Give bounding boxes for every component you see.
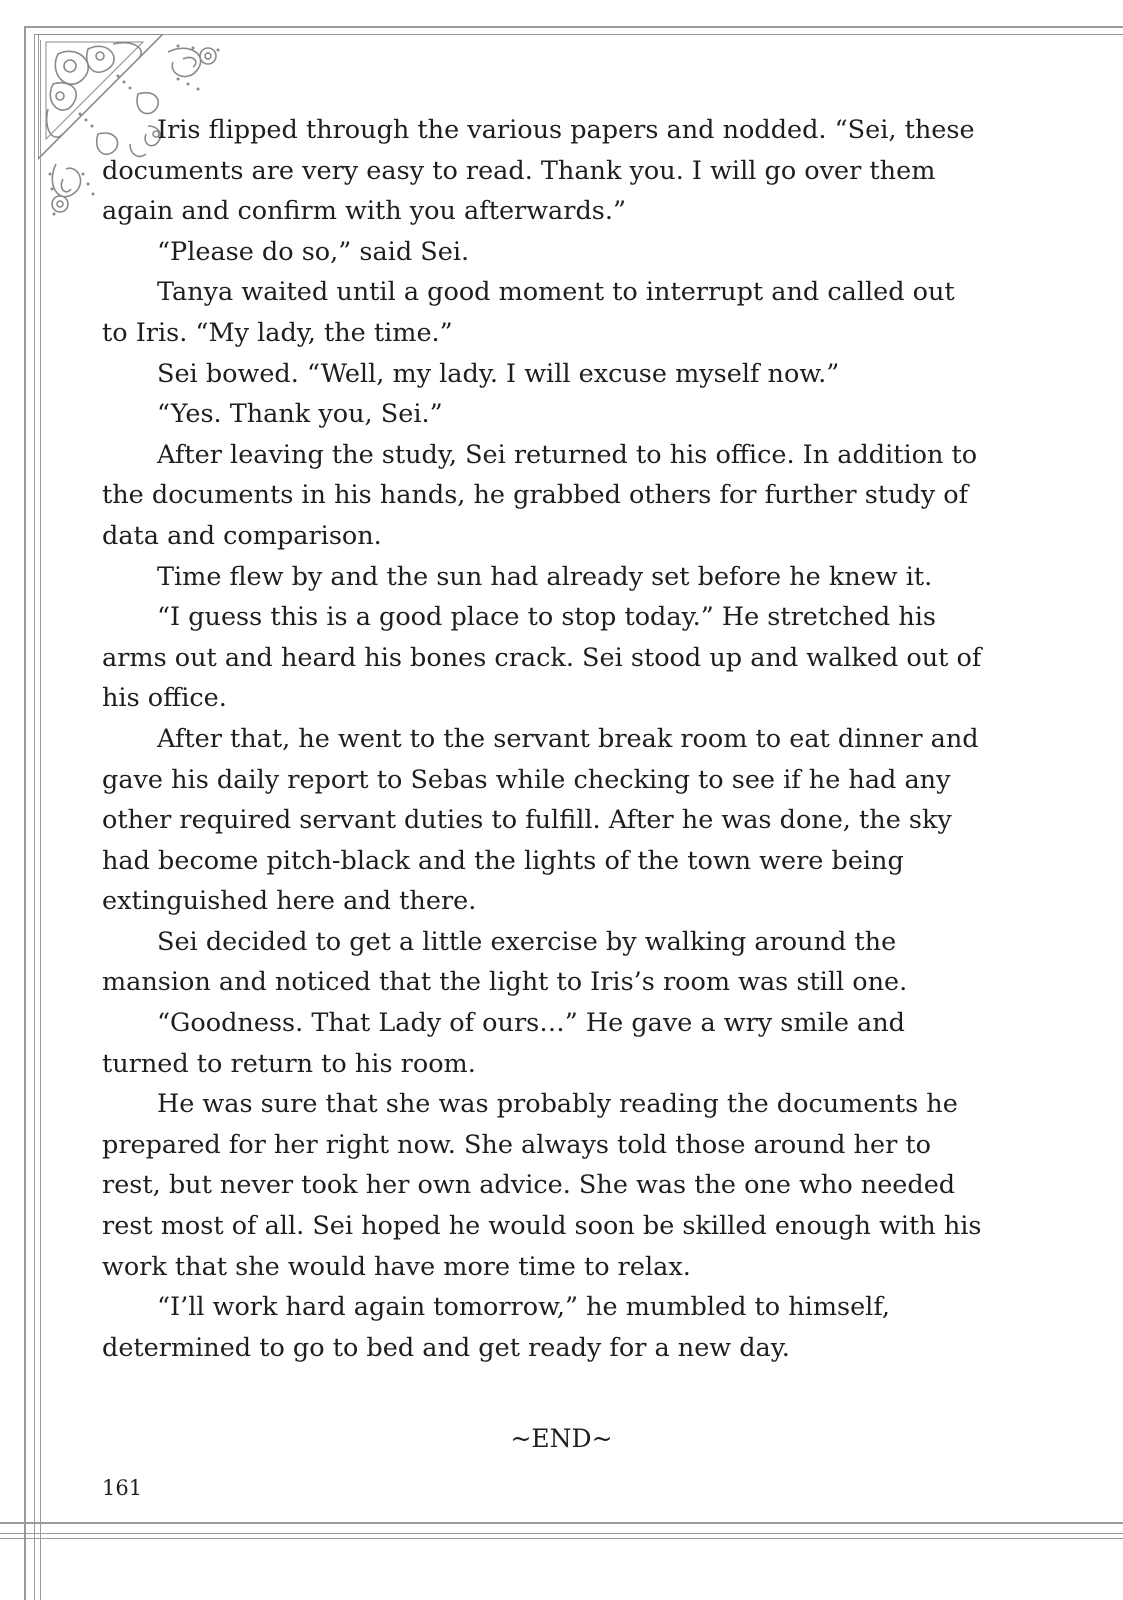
frame-left-inner-2 xyxy=(40,40,41,1600)
paragraph: Time flew by and the sun had already set before he knew it. xyxy=(157,561,933,592)
paragraph: “I guess this is a good place to stop today.” He stretched his arms out and heard his bones crack. Sei stood up and walked out of his office. xyxy=(102,602,982,714)
paragraph: He was sure that she was probably reading the documents he prepared for her right now. She always told those around her to rest, but never took her own advice. She was the one who needed rest most of all. Sei hoped he would soon be skilled enough with his work that she would have more time to relax. xyxy=(102,1089,982,1282)
paragraph: Sei decided to get a little exercise by walking around the mansion and noticed that the light to Iris’s room was still one. xyxy=(102,926,908,998)
paragraph: Sei bowed. “Well, my lady. I will excuse myself now.” xyxy=(157,358,840,389)
paragraph: “Please do so,” said Sei. xyxy=(157,236,470,267)
page-number: 161 xyxy=(102,1476,143,1500)
frame-bottom-inner xyxy=(0,1533,1123,1534)
paragraph: “Yes. Thank you, Sei.” xyxy=(157,399,443,430)
paragraph: “I’ll work hard again tomorrow,” he mumbled to himself, determined to go to bed and get ready for a new day. xyxy=(102,1292,890,1363)
chapter-text xyxy=(102,110,982,1368)
frame-bottom-inner-2 xyxy=(0,1538,1123,1539)
paragraph: Iris flipped through the various papers and nodded. “Sei, these documents are very easy to read. Thank you. I will go over them again and confirm with you afterwards.” xyxy=(102,115,975,227)
frame-bottom-outer xyxy=(0,1522,1123,1524)
frame-top-outer xyxy=(24,26,1123,28)
end-mark: ~END~ xyxy=(510,1424,613,1453)
paragraph: After that, he went to the servant break room to eat dinner and gave his daily report to Sebas while checking to see if he had any other required servant duties to fulfill. After he was done, the sky had become pitch-black and the lights of the town were being extinguished here and there. xyxy=(102,723,979,917)
frame-left-outer xyxy=(24,26,26,1600)
frame-left-inner xyxy=(34,34,35,1600)
paragraph: Tanya waited until a good moment to interrupt and called out to Iris. “My lady, the time.” xyxy=(102,277,955,348)
paragraph: “Goodness. That Lady of ours…” He gave a wry smile and turned to return to his room. xyxy=(102,1008,906,1079)
paragraph: After leaving the study, Sei returned to his office. In addition to the documents in his hands, he grabbed others for further study of data and comparison. xyxy=(102,439,978,551)
